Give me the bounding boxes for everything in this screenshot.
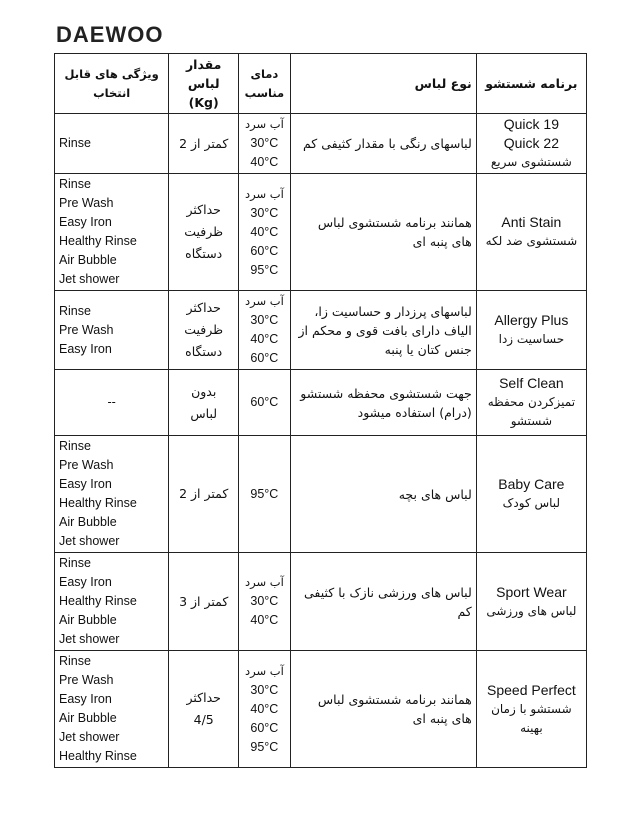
amount-cell	[169, 291, 239, 370]
program-cell	[476, 651, 586, 768]
table-header-row	[55, 54, 587, 114]
program-name-fa: حساسیت زدا	[498, 332, 565, 346]
program-name-en: Anti Stain	[501, 214, 562, 230]
brand-logo: DAEWOO	[56, 22, 164, 47]
header-features: ویژگی های قابل انتخاب	[55, 54, 169, 114]
header-amount: مقدار لباس (Kg)	[169, 54, 239, 114]
temperature-value: 30°C	[250, 682, 279, 697]
temperature-value: 95°C	[250, 262, 279, 277]
features-cell	[55, 553, 169, 651]
table-row	[55, 436, 587, 553]
feature-item: Easy Iron	[59, 575, 112, 589]
feature-item: --	[107, 395, 116, 409]
amount-value: حداکثر	[186, 690, 221, 705]
temperature-value: آب سرد	[244, 294, 284, 308]
temperature-cell	[239, 553, 291, 651]
fabric-type-cell: لباس های ورزشی نازک با کثیفی کم	[290, 553, 476, 651]
feature-item: Healthy Rinse	[59, 496, 137, 510]
feature-item: Pre Wash	[59, 673, 114, 687]
feature-item: Jet shower	[59, 272, 120, 286]
feature-item: Easy Iron	[59, 215, 112, 229]
program-name-fa: لباس های ورزشی	[486, 603, 577, 618]
temperature-cell	[239, 436, 291, 553]
temperature-value: آب سرد	[244, 117, 284, 131]
table-row	[55, 651, 587, 768]
amount-value: 4/5	[193, 712, 214, 727]
program-cell	[476, 291, 586, 370]
temperature-value: آب سرد	[244, 575, 284, 589]
amount-cell	[169, 370, 239, 436]
fabric-type-cell: جهت شستشوی محفظه شستشو (درام) استفاده میشود	[290, 370, 476, 436]
program-name-fa: شستشوی سریع	[490, 155, 572, 169]
features-cell	[55, 291, 169, 370]
features-cell	[55, 174, 169, 291]
amount-value: دستگاه	[185, 246, 223, 261]
features-cell	[55, 436, 169, 553]
program-cell	[476, 114, 586, 174]
temperature-cell	[239, 370, 291, 436]
program-name-fa: لباس کودک	[502, 496, 561, 510]
temperature-value: 30°C	[250, 205, 279, 220]
features-cell	[55, 651, 169, 768]
amount-value: لباس	[190, 405, 218, 421]
feature-item: Jet shower	[59, 534, 120, 548]
fabric-type-cell: همانند برنامه شستشوی لباس های پنبه ای	[290, 651, 476, 768]
temperature-cell	[239, 291, 291, 370]
temperature-value: 30°C	[250, 313, 279, 327]
feature-item: Air Bubble	[59, 515, 117, 529]
program-cell	[476, 553, 586, 651]
temperature-value: 40°C	[250, 701, 279, 716]
fabric-type-cell: همانند برنامه شستشوی لباس های پنبه ای	[290, 174, 476, 291]
temperature-value: 60°C	[250, 720, 279, 735]
temperature-value: 60°C	[250, 243, 279, 258]
amount-value: ظرفیت	[184, 224, 224, 239]
header-temp: دمای مناسب	[239, 54, 291, 114]
temperature-value: آب سرد	[244, 186, 284, 201]
table-row	[55, 370, 587, 436]
feature-item: Rinse	[59, 556, 91, 570]
feature-item: Air Bubble	[59, 711, 117, 725]
temperature-value: آب سرد	[244, 663, 284, 678]
amount-cell	[169, 114, 239, 174]
table-row	[55, 553, 587, 651]
program-name-fa: شستشو با زمان بهینه	[491, 701, 572, 735]
temperature-value: 95°C	[250, 486, 279, 501]
amount-value: کمتر از 2	[179, 135, 229, 151]
program-cell	[476, 370, 586, 436]
program-cell	[476, 436, 586, 553]
feature-item: Pre Wash	[59, 196, 114, 210]
program-name-en: Sport Wear	[496, 583, 567, 600]
feature-item: Healthy Rinse	[59, 234, 137, 248]
feature-item: Easy Iron	[59, 477, 112, 491]
amount-cell	[169, 553, 239, 651]
temperature-value: 30°C	[250, 136, 279, 150]
program-table	[54, 53, 587, 768]
temperature-value: 95°C	[250, 739, 279, 754]
table-body	[55, 114, 587, 768]
amount-value: ظرفیت	[184, 322, 224, 337]
amount-cell	[169, 174, 239, 291]
temperature-cell	[239, 651, 291, 768]
features-cell	[55, 114, 169, 174]
program-name-fa: شستشوی ضد لکه	[485, 234, 578, 248]
feature-item: Air Bubble	[59, 253, 117, 267]
amount-cell	[169, 436, 239, 553]
feature-item: Rinse	[59, 177, 91, 191]
temperature-value: 60°C	[250, 395, 279, 409]
program-name-en: Quick 22	[503, 135, 559, 151]
temperature-value: 40°C	[250, 224, 279, 239]
program-name-en: Speed Perfect	[487, 681, 576, 698]
feature-item: Rinse	[59, 136, 91, 150]
amount-value: بدون	[191, 383, 217, 399]
amount-value: حداکثر	[186, 202, 221, 217]
program-name-en: Self Clean	[499, 375, 564, 391]
features-cell	[55, 370, 169, 436]
feature-item: Pre Wash	[59, 458, 114, 472]
amount-value: کمتر از 3	[179, 593, 229, 609]
feature-item: Easy Iron	[59, 692, 112, 706]
program-name-fa: تمیزکردن محفظه شستشو	[487, 395, 576, 428]
program-name-en: Baby Care	[498, 476, 565, 492]
feature-item: Rinse	[59, 439, 91, 453]
feature-item: Jet shower	[59, 730, 120, 744]
temperature-value: 30°C	[250, 594, 279, 608]
feature-item: Pre Wash	[59, 322, 114, 337]
program-name-en: Quick 19	[503, 116, 559, 132]
temperature-cell	[239, 174, 291, 291]
fabric-type-cell: لباس های بچه	[290, 436, 476, 553]
temperature-value: 40°C	[250, 155, 279, 169]
feature-item: Healthy Rinse	[59, 594, 137, 608]
feature-item: Rinse	[59, 303, 91, 318]
header-type: نوع لباس	[290, 54, 476, 114]
header-program: برنامه شستشو	[476, 54, 586, 114]
feature-item: Air Bubble	[59, 613, 117, 627]
feature-item: Easy Iron	[59, 341, 112, 356]
table-row	[55, 291, 587, 370]
amount-value: دستگاه	[185, 344, 223, 359]
temperature-cell	[239, 114, 291, 174]
feature-item: Healthy Rinse	[59, 749, 137, 763]
amount-cell	[169, 651, 239, 768]
temperature-value: 40°C	[250, 332, 279, 346]
temperature-value: 40°C	[250, 613, 279, 627]
program-cell	[476, 174, 586, 291]
table-row	[55, 114, 587, 174]
fabric-type-cell: لباسهای پرزدار و حساسیت زا، الیاف دارای بافت قوی و محکم از جنس کتان یا پنبه	[290, 291, 476, 370]
feature-item: Jet shower	[59, 632, 120, 646]
amount-value: کمتر از 2	[179, 486, 229, 501]
feature-item: Rinse	[59, 654, 91, 668]
temperature-value: 60°C	[250, 351, 279, 365]
fabric-type-cell: لباسهای رنگی با مقدار کثیفی کم	[290, 114, 476, 174]
amount-value: حداکثر	[186, 300, 221, 315]
table-row	[55, 174, 587, 291]
program-name-en: Allergy Plus	[494, 312, 569, 328]
